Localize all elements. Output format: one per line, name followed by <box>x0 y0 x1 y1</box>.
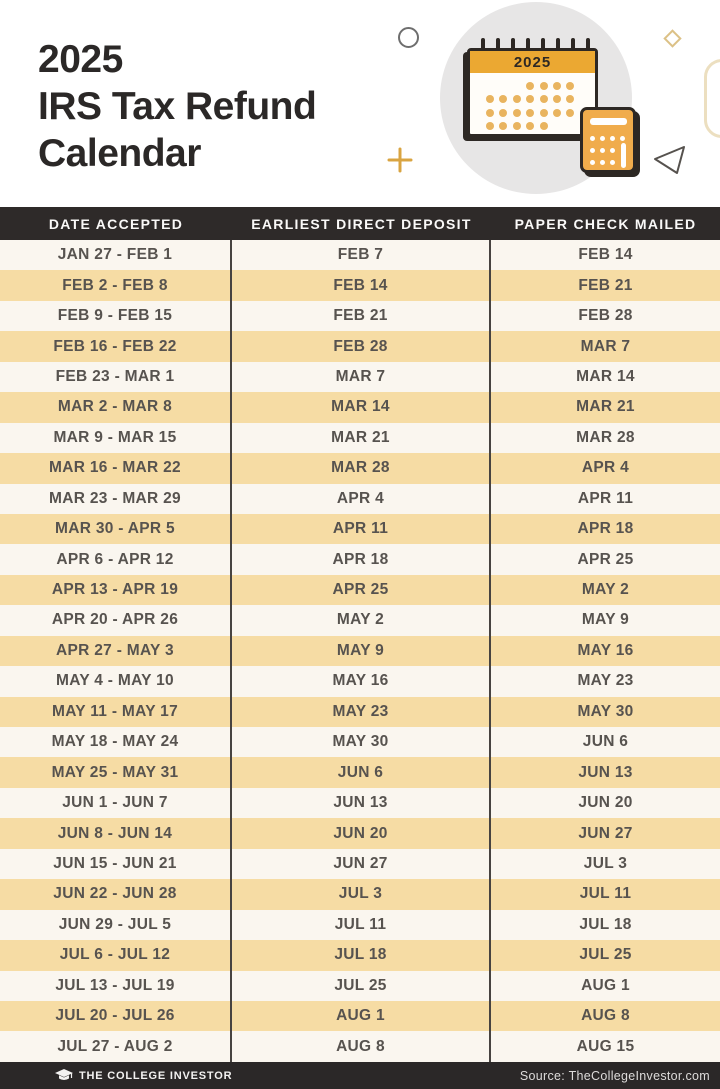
table-cell: APR 4 <box>232 484 491 514</box>
table-cell: AUG 15 <box>576 1037 635 1055</box>
table-cell: MAY 9 <box>232 636 491 666</box>
table-row <box>0 240 720 270</box>
table-row <box>0 392 720 422</box>
table-cell: JUN 8 - JUN 14 <box>0 818 232 848</box>
table-cell: JUN 15 - JUN 21 <box>0 849 232 879</box>
table-cell: MAR 21 <box>576 398 635 416</box>
column-header-earliest-direct-deposit: EARLIEST DIRECT DEPOSIT <box>251 215 472 232</box>
calendar-dot <box>513 95 521 103</box>
table-cell: JUL 11 <box>579 885 632 903</box>
table-cell: MAY 25 - MAY 31 <box>0 757 232 787</box>
calendar-dot <box>540 109 548 117</box>
binder-ring <box>496 38 500 50</box>
source-credit: Source: TheCollegeInvestor.com <box>519 1068 710 1083</box>
table-cell: MAR 28 <box>576 428 635 446</box>
table-cell: MAR 14 <box>576 367 635 385</box>
table-cell: JUL 3 <box>232 879 491 909</box>
table-row <box>0 575 720 605</box>
calendar-year-label: 2025 <box>513 53 552 71</box>
circle-outline-icon <box>398 27 419 48</box>
table-row <box>0 818 720 848</box>
binder-ring <box>481 38 485 50</box>
calendar-date-dots <box>486 79 580 133</box>
table-cell: APR 13 - APR 19 <box>0 575 232 605</box>
table-cell: MAY 23 <box>232 697 491 727</box>
binder-ring <box>526 38 530 50</box>
calendar-dot <box>540 82 548 90</box>
title-line-main: IRS Tax Refund <box>38 85 317 128</box>
table-cell: JUL 11 <box>232 910 491 940</box>
calendar-dot <box>486 109 494 117</box>
table-cell: MAY 30 <box>232 727 491 757</box>
table-row <box>0 605 720 635</box>
table-row <box>0 423 720 453</box>
table-cell: MAR 14 <box>232 392 491 422</box>
table-cell: AUG 1 <box>232 1001 491 1031</box>
table-cell: FEB 21 <box>232 301 491 331</box>
binder-ring <box>586 38 590 50</box>
calendar-dot <box>513 109 521 117</box>
table-cell: JUL 6 - JUL 12 <box>0 940 232 970</box>
footer-bar <box>0 1062 720 1089</box>
table-cell: MAR 2 - MAR 8 <box>0 392 232 422</box>
column-header-paper-check-mailed: PAPER CHECK MAILED <box>514 215 697 232</box>
table-cell: FEB 23 - MAR 1 <box>0 362 232 392</box>
binder-ring <box>556 38 560 50</box>
page-title <box>38 36 316 177</box>
table-cell: MAY 30 <box>577 702 634 720</box>
table-cell: MAY 2 <box>581 581 630 599</box>
table-row <box>0 331 720 361</box>
calendar-header-band <box>470 51 595 73</box>
plus-icon <box>387 147 413 173</box>
table-cell: APR 11 <box>232 514 491 544</box>
table-cell: FEB 14 <box>578 246 633 264</box>
binder-ring <box>571 38 575 50</box>
calculator-key-dot <box>590 160 595 165</box>
table-cell: JUL 18 <box>579 915 632 933</box>
triangle-outline-icon <box>652 142 688 178</box>
table-cell: JUN 20 <box>232 818 491 848</box>
table-cell: MAY 4 - MAY 10 <box>0 666 232 696</box>
table-cell: JUL 27 - AUG 2 <box>0 1031 232 1061</box>
calculator-key-dot <box>610 148 615 153</box>
table-cell: MAY 2 <box>232 605 491 635</box>
rounded-rect-outline-icon <box>704 59 720 138</box>
table-row <box>0 636 720 666</box>
calculator-key-dot <box>590 136 595 141</box>
table-cell: JUL 3 <box>583 854 628 872</box>
calculator-icon <box>580 107 636 173</box>
calendar-binder-rings <box>481 38 590 50</box>
table-cell: AUG 8 <box>581 1007 630 1025</box>
table-row <box>0 484 720 514</box>
table-cell: JUL 25 <box>232 971 491 1001</box>
calendar-dot <box>566 95 574 103</box>
table-cell: JUN 6 <box>582 733 629 751</box>
table-cell: MAY 16 <box>577 641 634 659</box>
calendar-dot <box>526 95 534 103</box>
calendar-dot <box>513 122 521 130</box>
table-cell: FEB 16 - FEB 22 <box>0 331 232 361</box>
graduation-cap-icon <box>55 1069 73 1083</box>
table-cell: APR 20 - APR 26 <box>0 605 232 635</box>
table-row <box>0 301 720 331</box>
brand-name: THE COLLEGE INVESTOR <box>79 1069 233 1082</box>
table-cell: MAY 9 <box>581 611 630 629</box>
calendar-dot <box>553 109 561 117</box>
table-body <box>0 240 720 1062</box>
table-cell: APR 11 <box>577 489 634 507</box>
calculator-key-dot <box>590 148 595 153</box>
table-cell: JUN 22 - JUN 28 <box>0 879 232 909</box>
calendar-dot <box>499 122 507 130</box>
table-cell: JUN 27 <box>578 824 633 842</box>
table-cell: APR 27 - MAY 3 <box>0 636 232 666</box>
binder-ring <box>511 38 515 50</box>
table-cell: AUG 1 <box>581 976 630 994</box>
table-row <box>0 697 720 727</box>
calendar-dot <box>540 95 548 103</box>
table-cell: APR 4 <box>581 459 630 477</box>
calculator-display <box>590 118 627 125</box>
title-line-sub: Calendar <box>38 132 201 175</box>
table-cell: JUN 13 <box>232 788 491 818</box>
table-row <box>0 544 720 574</box>
calendar-dot <box>566 109 574 117</box>
table-cell: MAY 23 <box>577 672 634 690</box>
calculator-key-dot <box>610 160 615 165</box>
table-row <box>0 910 720 940</box>
table-row <box>0 1001 720 1031</box>
table-cell: MAR 16 - MAR 22 <box>0 453 232 483</box>
table-cell: FEB 14 <box>232 270 491 300</box>
calendar-dot <box>526 109 534 117</box>
table-cell: AUG 8 <box>232 1031 491 1061</box>
calendar-dot <box>553 82 561 90</box>
table-row <box>0 757 720 787</box>
table-cell: APR 25 <box>232 575 491 605</box>
table-cell: MAR 7 <box>232 362 491 392</box>
calculator-equals-key <box>621 143 626 168</box>
calendar-dot <box>526 122 534 130</box>
table-cell: JUN 29 - JUL 5 <box>0 910 232 940</box>
table-cell: FEB 7 <box>232 240 491 270</box>
table-row <box>0 971 720 1001</box>
table-row <box>0 940 720 970</box>
calendar-dot <box>499 109 507 117</box>
table-cell: JUN 13 <box>578 763 633 781</box>
table-cell: FEB 9 - FEB 15 <box>0 301 232 331</box>
calendar-dot <box>486 122 494 130</box>
table-cell: JUL 25 <box>579 946 632 964</box>
table-cell: MAY 16 <box>232 666 491 696</box>
binder-ring <box>541 38 545 50</box>
brand-logo <box>55 1069 232 1083</box>
table-cell: MAR 30 - APR 5 <box>0 514 232 544</box>
table-row <box>0 1031 720 1061</box>
calendar-dot <box>553 95 561 103</box>
table-cell: MAR 9 - MAR 15 <box>0 423 232 453</box>
table-cell: MAY 11 - MAY 17 <box>0 697 232 727</box>
table-row <box>0 849 720 879</box>
table-row <box>0 727 720 757</box>
calendar-dot <box>526 82 534 90</box>
table-cell: JUN 27 <box>232 849 491 879</box>
calendar-dot <box>540 122 548 130</box>
calculator-key-dot <box>620 136 625 141</box>
table-row <box>0 666 720 696</box>
calculator-key-dot <box>600 136 605 141</box>
diamond-outline-icon <box>663 29 681 47</box>
table-row <box>0 270 720 300</box>
table-cell: MAR 23 - MAR 29 <box>0 484 232 514</box>
calendar-dot <box>499 95 507 103</box>
table-cell: JUN 6 <box>232 757 491 787</box>
calendar-dot <box>566 82 574 90</box>
table-cell: MAR 21 <box>232 423 491 453</box>
table-row <box>0 514 720 544</box>
table-cell: FEB 28 <box>578 307 633 325</box>
table-header-row <box>0 207 720 240</box>
table-cell: APR 18 <box>577 520 634 538</box>
table-cell: JUL 20 - JUL 26 <box>0 1001 232 1031</box>
table-cell: APR 18 <box>232 544 491 574</box>
table-cell: JAN 27 - FEB 1 <box>0 240 232 270</box>
table-cell: FEB 28 <box>232 331 491 361</box>
table-cell: MAY 18 - MAY 24 <box>0 727 232 757</box>
table-row <box>0 879 720 909</box>
table-cell: MAR 28 <box>232 453 491 483</box>
column-header-date-accepted: DATE ACCEPTED <box>48 215 184 232</box>
table-row <box>0 362 720 392</box>
table-row <box>0 788 720 818</box>
table-row <box>0 453 720 483</box>
table-cell: FEB 21 <box>578 276 633 294</box>
table-cell: JUL 18 <box>232 940 491 970</box>
table-cell: APR 6 - APR 12 <box>0 544 232 574</box>
calendar-icon <box>467 48 598 137</box>
title-line-year: 2025 <box>38 38 123 81</box>
table-cell: JUN 20 <box>578 794 633 812</box>
table-cell: JUL 13 - JUL 19 <box>0 971 232 1001</box>
table-cell: FEB 2 - FEB 8 <box>0 270 232 300</box>
calculator-key-dot <box>600 160 605 165</box>
table-cell: APR 25 <box>577 550 634 568</box>
table-cell: MAR 7 <box>580 337 631 355</box>
calendar-dot <box>486 95 494 103</box>
calculator-key-dot <box>600 148 605 153</box>
table-cell: JUN 1 - JUN 7 <box>0 788 232 818</box>
calculator-key-dot <box>610 136 615 141</box>
hero-header <box>0 0 720 207</box>
